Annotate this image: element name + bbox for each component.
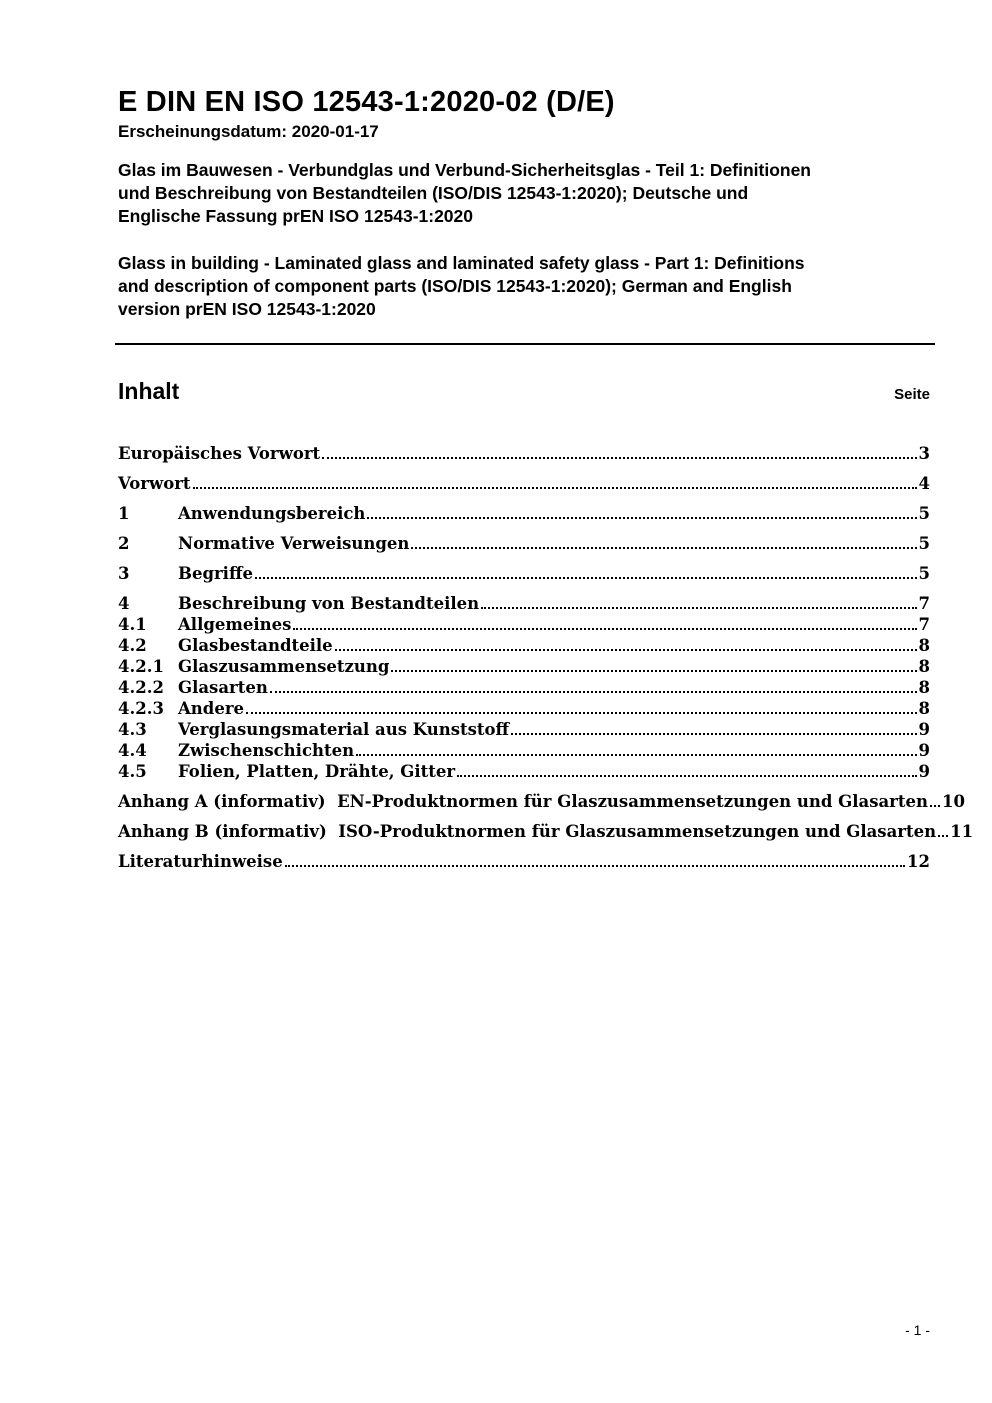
- title-german-line: und Beschreibung von Bestandteilen (ISO/DIS 12543-1:2020); Deutsche und: [118, 183, 749, 203]
- toc-entry-number: 2: [118, 534, 130, 553]
- toc-entry-number: 4.2.3: [118, 699, 164, 718]
- toc-entry-label: Glaszusammensetzung: [178, 657, 390, 676]
- toc-entry-number: 4.4: [118, 741, 147, 760]
- toc-entry-page: 9: [918, 741, 930, 760]
- toc-entry-number: 3: [118, 564, 130, 583]
- title-english-line: version prEN ISO 12543-1:2020: [118, 299, 376, 319]
- toc-entry: [118, 719, 930, 740]
- toc-entry-number: 4.2.2: [118, 678, 164, 697]
- document-page-content: [118, 0, 974, 872]
- toc-entry-label: Vorwort: [118, 474, 191, 493]
- toc-leader-dots: [293, 628, 916, 630]
- toc-entry-number: 4.3: [118, 720, 147, 739]
- toc-entry: [118, 593, 930, 614]
- toc-entry-label: Anwendungsbereich: [178, 504, 366, 523]
- toc-entry: [118, 503, 930, 524]
- toc-entry-page: 12: [907, 852, 930, 871]
- toc-entry-page: 7: [918, 615, 930, 634]
- title-german: [118, 159, 930, 228]
- toc-entry: [118, 443, 930, 464]
- toc-entry-label: Beschreibung von Bestandteilen: [178, 594, 480, 613]
- toc-entry-page: 3: [918, 444, 930, 463]
- table-of-contents: [118, 443, 974, 872]
- toc-entry-page: 10: [941, 792, 965, 811]
- toc-leader-dots: [367, 517, 916, 519]
- toc-entry-number: 4: [118, 594, 130, 613]
- toc-entry-label: Andere: [178, 699, 245, 718]
- toc-leader-dots: [391, 670, 916, 672]
- toc-entry-number: 4.1: [118, 615, 147, 634]
- toc-leader-dots: [322, 457, 916, 459]
- title-english-line: and description of component parts (ISO/DIS 12543-1:2020); German and English: [118, 276, 792, 296]
- toc-entry-number: 1: [118, 504, 130, 523]
- toc-entry: [118, 851, 930, 872]
- toc-heading: Inhalt: [118, 378, 180, 404]
- header-divider: [115, 343, 935, 345]
- toc-entry-number: 4.2.1: [118, 657, 164, 676]
- toc-leader-dots: [270, 691, 917, 693]
- toc-entry: [118, 656, 930, 677]
- toc-leader-dots: [193, 487, 917, 489]
- toc-entry-label: Begriffe: [178, 564, 253, 583]
- publication-date: Erscheinungsdatum: 2020-01-17: [118, 122, 379, 141]
- title-german-line: Englische Fassung prEN ISO 12543-1:2020: [118, 206, 474, 226]
- toc-entry-page: 9: [918, 762, 930, 781]
- toc-entry: [118, 677, 930, 698]
- toc-entry-label: Verglasungsmaterial aus Kunststoff: [178, 720, 510, 739]
- toc-entry: [118, 761, 930, 782]
- toc-leader-dots: [457, 775, 916, 777]
- toc-entry-page: 8: [918, 699, 930, 718]
- toc-leader-dots: [411, 547, 916, 549]
- toc-entry-label: Normative Verweisungen: [178, 534, 410, 553]
- toc-entry: [118, 698, 930, 719]
- toc-entry-label: Allgemeines: [178, 615, 292, 634]
- toc-entry-label: Glasarten: [178, 678, 268, 697]
- toc-leader-dots: [285, 865, 905, 867]
- toc-leader-dots: [511, 733, 916, 735]
- toc-entry: [118, 614, 930, 635]
- toc-entry-page: 11: [950, 822, 974, 841]
- toc-entry-label: Folien, Platten, Drähte, Gitter: [178, 762, 456, 781]
- toc-leader-dots: [356, 754, 916, 756]
- toc-entry-label: Europäisches Vorwort: [118, 444, 321, 463]
- toc-entry: [118, 635, 930, 656]
- toc-entry-label: Zwischenschichten: [178, 741, 355, 760]
- toc-entry-number: 4.2: [118, 636, 147, 655]
- toc-entry-label: Literaturhinweise: [118, 852, 283, 871]
- toc-leader-dots: [246, 712, 916, 714]
- toc-entry-page: 5: [918, 564, 930, 583]
- title-english-line: Glass in building - Laminated glass and laminated safety glass - Part 1: Definitions: [118, 253, 805, 273]
- toc-entry-page: 8: [918, 636, 930, 655]
- toc-entry-number: 4.5: [118, 762, 147, 781]
- toc-entry: [118, 821, 974, 842]
- toc-entry-page: 5: [918, 534, 930, 553]
- toc-entry-label: Anhang B (informativ) ISO-Produktnormen für Glaszusammensetzungen und Glasarten: [118, 822, 937, 841]
- toc-entry-page: 5: [918, 504, 930, 523]
- document-title: E DIN EN ISO 12543-1:2020-02 (D/E): [118, 86, 615, 118]
- title-german-line: Glas im Bauwesen - Verbundglas und Verbund-Sicherheitsglas - Teil 1: Definitionen: [118, 160, 812, 180]
- toc-entry-page: 4: [918, 474, 930, 493]
- toc-leader-dots: [335, 649, 917, 651]
- title-english: [118, 252, 930, 321]
- toc-entry-label: Glasbestandteile: [178, 636, 333, 655]
- toc-entry: [118, 473, 930, 494]
- toc-entry-page: 8: [918, 678, 930, 697]
- toc-entry-page: 9: [918, 720, 930, 739]
- toc-entry-page: 7: [918, 594, 930, 613]
- toc-entry-label: Anhang A (informativ) EN-Produktnormen für Glaszusammensetzungen und Glasarten: [118, 792, 928, 811]
- toc-header: [118, 379, 930, 404]
- toc-page-column-label: Seite: [894, 386, 930, 403]
- toc-leader-dots: [481, 607, 916, 609]
- toc-entry-page: 8: [918, 657, 930, 676]
- toc-entry: [118, 791, 965, 812]
- toc-leader-dots: [255, 577, 917, 579]
- toc-entry: [118, 533, 930, 554]
- toc-entry: [118, 563, 930, 584]
- toc-leader-dots: [938, 835, 948, 837]
- toc-entry: [118, 740, 930, 761]
- page-number-footer: - 1 -: [905, 1322, 930, 1338]
- toc-leader-dots: [930, 805, 940, 807]
